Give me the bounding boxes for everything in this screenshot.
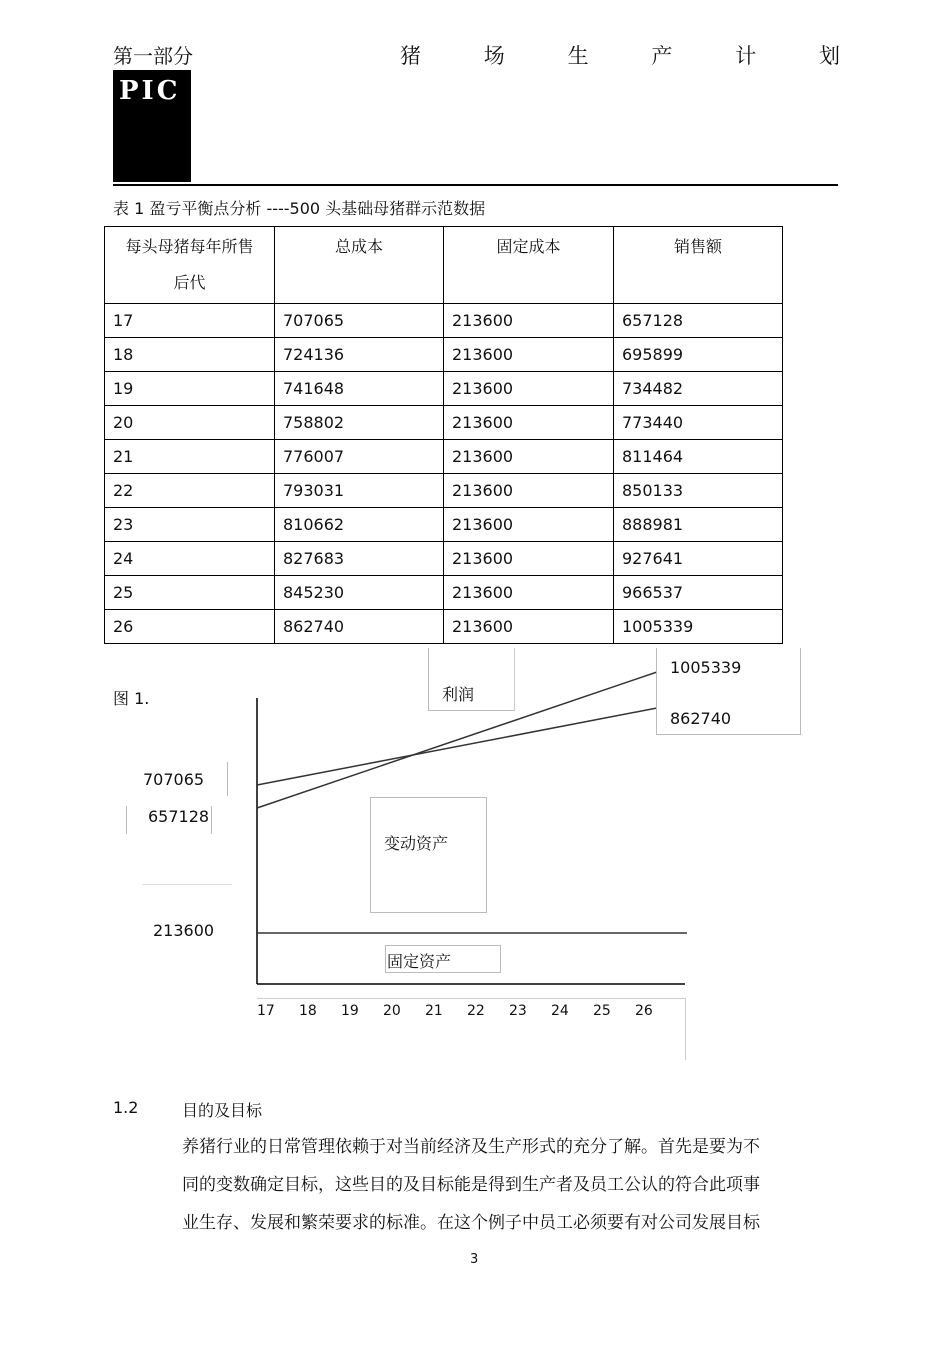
- table-cell: 25: [105, 576, 275, 610]
- table-cell: 773440: [614, 406, 783, 440]
- table-cell: 213600: [444, 474, 614, 508]
- table-cell: 927641: [614, 542, 783, 576]
- table-cell: 213600: [444, 542, 614, 576]
- profit-label: 利润: [442, 685, 475, 704]
- table-cell: 793031: [275, 474, 444, 508]
- table-cell: 850133: [614, 474, 783, 508]
- header-section-label: 第一部分: [113, 44, 193, 68]
- table-cell: 213600: [444, 372, 614, 406]
- page-number: 3: [470, 1252, 479, 1267]
- header-title-char: 产: [651, 44, 673, 68]
- fixed-label: 固定资产: [387, 952, 452, 971]
- table-cell: 21: [105, 440, 275, 474]
- x-tick-label: 26: [635, 1003, 653, 1019]
- table-cell: 776007: [275, 440, 444, 474]
- table-cell: 22: [105, 474, 275, 508]
- x-tick-label: 23: [509, 1003, 527, 1019]
- variable-box: [370, 797, 487, 913]
- x-tick-label: 22: [467, 1003, 485, 1019]
- x-tick-label: 25: [593, 1003, 611, 1019]
- table-cell: 734482: [614, 372, 783, 406]
- fixed-value-rule: [142, 884, 232, 885]
- table-cell: 20: [105, 406, 275, 440]
- sales-start-label: 657128: [148, 807, 210, 826]
- header-title-char: 划: [818, 44, 840, 68]
- table-cell: 24: [105, 542, 275, 576]
- table-cell: 695899: [614, 338, 783, 372]
- table-cell: 845230: [275, 576, 444, 610]
- table-cell: 213600: [444, 610, 614, 644]
- header-title-char: 生: [567, 44, 589, 68]
- table-cell: 707065: [275, 304, 444, 338]
- section-number: 1.2: [113, 1098, 139, 1117]
- x-tick-label: 24: [551, 1003, 569, 1019]
- logo-text: PIC: [119, 76, 181, 106]
- table-cell: 213600: [444, 508, 614, 542]
- figure-label: 图 1.: [113, 689, 150, 708]
- section-paragraph: [182, 1128, 802, 1242]
- table-cell: 19: [105, 372, 275, 406]
- table-cell: 657128: [614, 304, 783, 338]
- axis-frame-top: [257, 998, 685, 999]
- table-cell: 17: [105, 304, 275, 338]
- x-tick-label: 18: [299, 1003, 317, 1019]
- fixed-value-label: 213600: [153, 921, 215, 940]
- cost-end-label: 862740: [670, 709, 732, 728]
- total-cost-line: [257, 708, 657, 785]
- table-cell: 213600: [444, 440, 614, 474]
- table-cell: 724136: [275, 338, 444, 372]
- table-cell: 741648: [275, 372, 444, 406]
- header-cell: 销售额: [614, 227, 783, 304]
- header-title-char: 猪: [400, 44, 421, 68]
- variable-label: 变动资产: [384, 834, 449, 853]
- paragraph-line: 同的变数确定目标，这些目的及目标能是得到生产者及员工公认的符合此项事: [182, 1175, 760, 1195]
- table-cell: 888981: [614, 508, 783, 542]
- table-cell: 827683: [275, 542, 444, 576]
- table-cell: 23: [105, 508, 275, 542]
- table-cell: 1005339: [614, 610, 783, 644]
- table-cell: 213600: [444, 338, 614, 372]
- header-cell: 固定成本: [444, 227, 614, 304]
- table-cell: 862740: [275, 610, 444, 644]
- x-tick-label: 19: [341, 1003, 359, 1019]
- cost-start-label: 707065: [143, 770, 205, 789]
- table-cell: 811464: [614, 440, 783, 474]
- paragraph-line: 养猪行业的日常管理依赖于对当前经济及生产形式的充分了解。首先是要为不: [182, 1137, 760, 1157]
- x-tick-label: 21: [425, 1003, 443, 1019]
- table-cell: 18: [105, 338, 275, 372]
- table-cell: 966537: [614, 576, 783, 610]
- table-cell: 213600: [444, 304, 614, 338]
- sales-end-label: 1005339: [670, 658, 742, 677]
- table-cell: 758802: [275, 406, 444, 440]
- header-cell: 总成本: [275, 227, 444, 304]
- table-cell: 810662: [275, 508, 444, 542]
- header-title-char: 场: [483, 44, 505, 68]
- table-cell: 26: [105, 610, 275, 644]
- section-title: 目的及目标: [182, 1101, 263, 1120]
- table-cell: 213600: [444, 406, 614, 440]
- header-title-char: 计: [735, 44, 757, 68]
- x-tick-label: 20: [383, 1003, 401, 1019]
- table-caption: 表 1 盈亏平衡点分析 ----500 头基础母猪群示范数据: [113, 199, 486, 218]
- header-cell: 每头母猪每年所售后代: [105, 227, 275, 304]
- paragraph-line: 业生存、发展和繁荣要求的标准。在这个例子中员工必须要有对公司发展目标: [182, 1213, 760, 1233]
- axis-frame-right: [685, 998, 686, 1060]
- table-cell: 213600: [444, 576, 614, 610]
- x-tick-label: 17: [257, 1003, 275, 1019]
